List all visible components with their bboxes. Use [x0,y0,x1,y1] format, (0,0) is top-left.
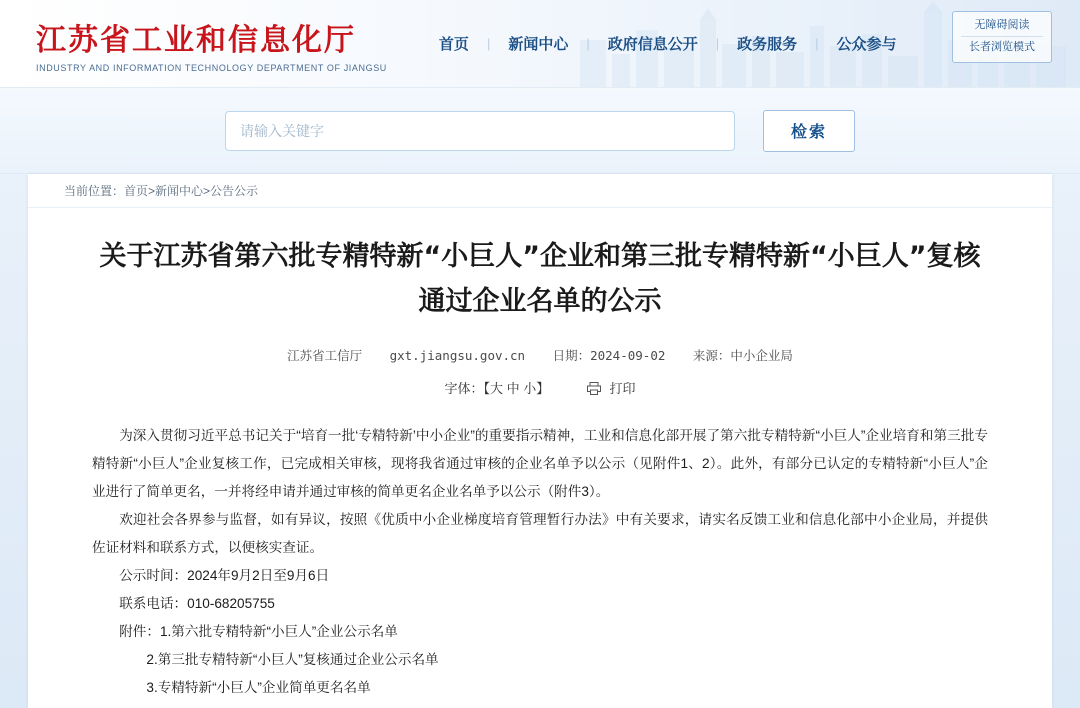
nav-separator: | [715,36,720,51]
article-tools [92,378,988,398]
nav-separator: | [586,36,590,51]
nav-item-services[interactable]: 政务服务 [737,36,798,53]
search-input[interactable] [225,111,735,151]
accessibility-panel [952,11,1052,63]
article-paragraph: 欢迎社会各界参与监督，如有异议，按照《优质中小企业梯度培育管理暂行办法》中有关要求，请实名反馈工业和信息化部中小企业局，并提供佐证材料和联系方式，以便核实查证。 [92,512,988,555]
article-paragraph: 联系电话：010-68205755 [119,596,275,611]
page-title: 关于江苏省第六批专精特新“小巨人”企业和第三批专精特新“小巨人”复核通过企业名单的公示 [99,241,981,317]
nav-item-home[interactable]: 首页 [438,36,469,53]
meta-source: 来源：中小企业局 [692,349,793,363]
nav-item-government-info[interactable]: 政府信息公开 [607,36,698,53]
logo-title-en: INDUSTRY AND INFORMATION TECHNOLOGY DEPARTMENT OF JIANGSU [36,62,387,73]
breadcrumb[interactable]: 当前位置：首页>新闻中心>公告公示 [28,174,1052,208]
elder-mode-link[interactable]: 长者浏览模式 [969,41,1035,53]
accessibility-read-link[interactable]: 无障碍阅读 [974,19,1030,31]
article-body [92,422,988,702]
article-paragraph: 公示时间：2024年9月2日至9月6日 [119,568,330,583]
article [28,208,1052,702]
font-size-control[interactable]: 字体：【大 中 小】 [444,381,550,396]
nav-separator: | [486,36,491,51]
nav-separator: | [815,36,819,51]
attachment-item[interactable]: 2.第三批专精特新“小巨人”复核通过企业公示名单 [146,652,439,667]
printer-icon [587,382,601,398]
print-button[interactable]: 打印 [609,381,636,396]
article-meta [92,346,988,364]
logo-title-cn: 江苏省工业和信息化厅 [36,22,356,58]
site-header [0,0,1080,88]
attachment-item[interactable]: 3.专精特新“小巨人”企业简单更名名单 [146,680,371,695]
meta-date: 日期：2024-09-02 [552,348,666,363]
site-logo[interactable] [36,15,387,73]
nav-item-public-participation[interactable]: 公众参与 [836,36,897,53]
search-bar [0,88,1080,174]
attachment-item[interactable]: 附件：1.第六批专精特新“小巨人”企业公示名单 [119,624,398,639]
content-card [28,174,1052,708]
nav-item-news[interactable]: 新闻中心 [508,36,569,53]
meta-domain: gxt.jiangsu.gov.cn [389,348,526,363]
main-navigation [421,0,915,87]
search-button[interactable]: 检索 [763,110,855,152]
meta-department: 江苏省工信厅 [287,348,363,363]
article-paragraph: 为深入贯彻习近平总书记关于“培育一批‘专精特新’中小企业”的重要指示精神，工业和信息化部开展了第六批专精特新“小巨人”企业培育和第三批专精特新“小巨人”企业复核工作，已完成相关审核，现将我省通过审核的企业名单予以公示（见附件1、2）。此外，有部分已认定的专精特新“小巨人”企业进行了简单更名，一并将经申请并通过审核的简单更名企业名单予以公示（附件3）。 [92,428,988,499]
accessibility-divider [961,36,1043,37]
